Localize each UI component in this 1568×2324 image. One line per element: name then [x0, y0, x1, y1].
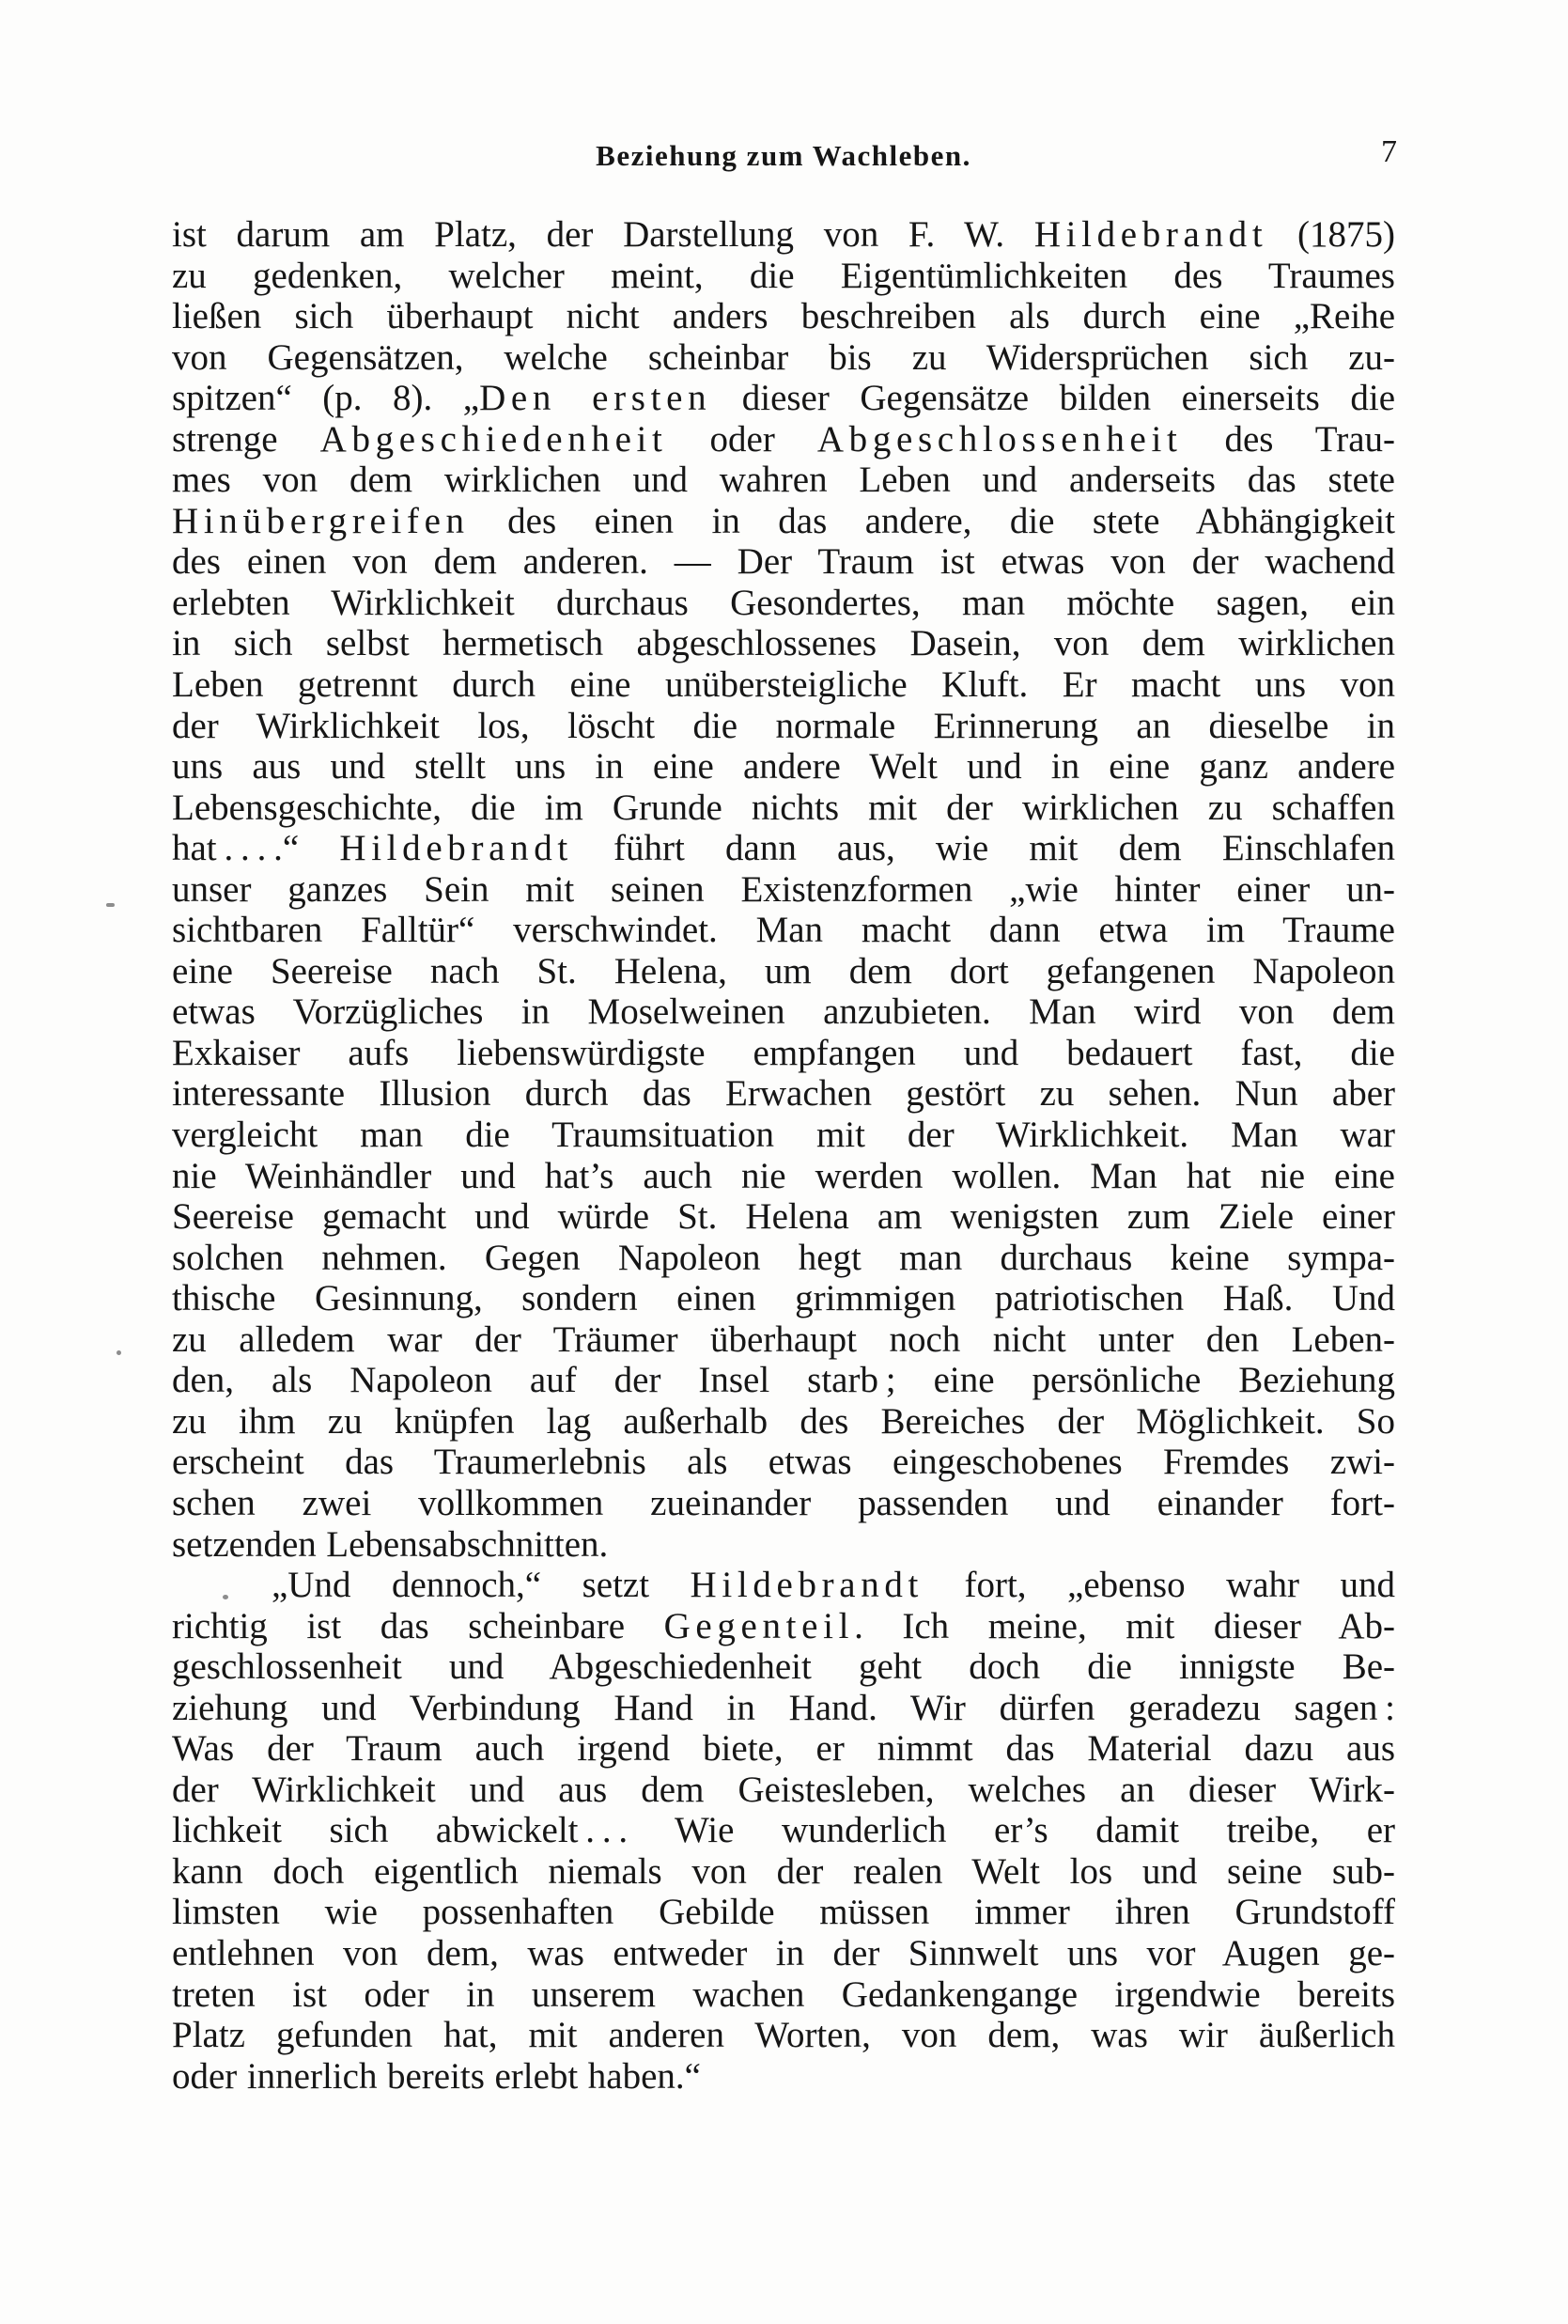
text-line: [172, 1728, 1395, 1770]
text-segment: entlehnen von dem, was entweder in der Sinnwelt uns vor Augen ge-: [172, 1932, 1395, 1973]
paragraph: [172, 214, 1395, 1565]
text-segment: interessante Illusion durch das Erwachen gestört zu sehen. Nun aber: [172, 1073, 1395, 1115]
text-segment: . Ich meine, mit dieser Ab-: [854, 1605, 1395, 1646]
text-segment: führt dann aus, wie mit dem Einschlafen: [572, 828, 1396, 869]
text-line: [172, 910, 1395, 951]
scan-speck: [106, 903, 115, 907]
text-segment: „Und dennoch,“ setzt: [272, 1565, 691, 1606]
text-segment: Platz gefunden hat, mit anderen Worten, von dem, was wir äußerlich: [172, 2015, 1395, 2056]
text-segment: oder innerlich bereits erlebt haben.“: [172, 2055, 701, 2097]
text-line: [172, 991, 1395, 1033]
text-line: [172, 869, 1395, 911]
text-line: [172, 828, 1395, 869]
text-line: [172, 1073, 1395, 1115]
spaced-emphasis-text: Abgeschlossenheit: [816, 418, 1183, 460]
text-line: [172, 951, 1395, 992]
spaced-emphasis-text: Hinübergreifen: [172, 500, 470, 541]
text-segment: des Trau-: [1182, 418, 1395, 460]
text-segment: Seereise gemacht und würde St. Helena am wenigsten zum Ziele einer: [172, 1196, 1395, 1238]
text-segment: uns aus und stellt uns in eine andere Welt und in eine ganz andere: [172, 746, 1395, 788]
text-line: [172, 1974, 1395, 2016]
text-line: [172, 2015, 1395, 2056]
text-segment: etwas Vorzügliches in Moselweinen anzubieten. Man wird von dem: [172, 991, 1395, 1033]
text-line: [172, 1892, 1395, 1933]
text-segment: thische Gesinnung, sondern einen grimmigen patriotischen Haß. Und: [172, 1278, 1395, 1319]
text-line: [172, 1401, 1395, 1443]
text-segment: solchen nehmen. Gegen Napoleon hegt man durchaus keine sympa-: [172, 1237, 1395, 1278]
text-line: [172, 460, 1395, 501]
text-segment: setzenden Lebensabschnitten.: [172, 1523, 609, 1565]
text-segment: limsten wie possenhaften Gebilde müssen immer ihren Grundstoff: [172, 1892, 1395, 1933]
text-segment: hat . . . .“: [172, 828, 340, 869]
text-segment: spitzen“ (p. 8). „: [172, 378, 480, 419]
text-segment: Was der Traum auch irgend biete, er nimmt das Material dazu aus: [172, 1728, 1395, 1770]
text-segment: nie Weinhändler und hat’s auch nie werden wollen. Man hat nie eine: [172, 1155, 1395, 1196]
text-line: [172, 214, 1395, 256]
scan-speck: [116, 1350, 121, 1355]
text-line: [172, 1319, 1395, 1361]
text-line: [172, 1565, 1395, 1606]
text-segment: richtig ist das scheinbare: [172, 1605, 664, 1646]
spaced-emphasis-text: Den ersten: [479, 378, 712, 419]
text-segment: geschlossenheit und Abgeschiedenheit geht doch die innigste Be-: [172, 1646, 1395, 1688]
text-line: [172, 1238, 1395, 1279]
text-segment: in sich selbst hermetisch abgeschlossenes Dasein, von dem wirklichen: [172, 623, 1395, 664]
text-line: [172, 788, 1395, 829]
text-segment: kann doch eigentlich niemals von der realen Welt los und seine sub-: [172, 1850, 1395, 1892]
text-line: [172, 1360, 1395, 1401]
text-segment: eine Seereise nach St. Helena, um dem dort gefangenen Napoleon: [172, 950, 1395, 991]
text-line: [172, 1606, 1395, 1647]
text-line: [172, 706, 1395, 747]
text-line: [172, 1278, 1395, 1319]
spaced-emphasis-text: Hildebrandt: [690, 1565, 924, 1606]
text-segment: oder: [667, 418, 817, 460]
text-line: [172, 623, 1395, 664]
text-line: [172, 1442, 1395, 1483]
text-segment: dieser Gegensätze bilden einerseits die: [711, 378, 1395, 419]
text-line: [172, 1483, 1395, 1524]
paragraph: [172, 1565, 1395, 2097]
text-line: [172, 1810, 1395, 1851]
text-segment: den, als Napoleon auf der Insel starb ; eine persönliche Beziehung: [172, 1360, 1395, 1401]
text-segment: sichtbaren Falltür“ verschwindet. Man macht dann etwa im Traume: [172, 910, 1395, 951]
text-segment: von Gegensätzen, welche scheinbar bis zu Widersprüchen sich zu-: [172, 336, 1395, 378]
text-segment: zu ihm zu knüpfen lag außerhalb des Bereiches der Möglichkeit. So: [172, 1400, 1395, 1442]
text-segment: zu gedenken, welcher meint, die Eigentümlichkeiten des Traumes: [172, 255, 1395, 296]
running-header: [172, 134, 1397, 179]
text-segment: Exkaiser aufs liebenswürdigste empfangen und bedauert fast, die: [172, 1032, 1395, 1073]
text-segment: ist darum am Platz, der Darstellung von F. W.: [172, 214, 1034, 255]
header-title: Beziehung zum Wachleben.: [596, 139, 971, 172]
spaced-emphasis-text: Hildebrandt: [1033, 214, 1268, 255]
text-line: [172, 1115, 1395, 1156]
text-line: [172, 541, 1395, 583]
text-segment: mes von dem wirklichen und wahren Leben und anderseits das stete: [172, 460, 1395, 501]
text-segment: (1875): [1267, 214, 1395, 255]
text-line: [172, 1770, 1395, 1811]
text-line: [172, 378, 1395, 419]
text-line: [172, 664, 1395, 706]
text-segment: fort, „ebenso wahr und: [924, 1565, 1396, 1606]
text-line: [172, 419, 1395, 460]
text-segment: Leben getrennt durch eine unübersteigliche Kluft. Er macht uns von: [172, 664, 1395, 706]
text-line: [172, 256, 1395, 297]
text-segment: erscheint das Traumerlebnis als etwas eingeschobenes Fremdes zwi-: [172, 1442, 1395, 1483]
text-segment: schen zwei vollkommen zueinander passenden und einander fort-: [172, 1482, 1395, 1523]
page-number: 7: [1381, 134, 1397, 169]
text-segment: unser ganzes Sein mit seinen Existenzformen „wie hinter einer un-: [172, 868, 1395, 910]
text-segment: erlebten Wirklichkeit durchaus Gesondertes, man möchte sagen, ein: [172, 582, 1395, 623]
text-line: [172, 1646, 1395, 1688]
text-line: [172, 337, 1395, 379]
text-block: [172, 214, 1395, 2097]
scan-speck: [223, 1595, 228, 1599]
text-line: [172, 501, 1395, 542]
text-segment: treten ist oder in unserem wachen Gedankengange irgendwie bereits: [172, 1973, 1395, 2015]
text-segment: der Wirklichkeit und aus dem Geistesleben, welches an dieser Wirk-: [172, 1769, 1395, 1810]
text-line: [172, 1688, 1395, 1729]
text-line: [172, 296, 1395, 337]
text-line: [172, 1524, 1395, 1566]
text-segment: Lebensgeschichte, die im Grunde nichts mit der wirklichen zu schaffen: [172, 787, 1395, 828]
text-segment: strenge: [172, 418, 320, 460]
text-segment: zu alledem war der Träumer überhaupt noch nicht unter den Leben-: [172, 1318, 1395, 1360]
text-line: [172, 1851, 1395, 1893]
text-line: [172, 1933, 1395, 1974]
text-line: [172, 746, 1395, 788]
spaced-emphasis-text: Hildebrandt: [339, 828, 573, 869]
spaced-emphasis-text: Gegenteil: [663, 1605, 855, 1646]
text-line: [172, 1156, 1395, 1197]
text-segment: vergleicht man die Traumsituation mit der Wirklichkeit. Man war: [172, 1115, 1395, 1156]
text-segment: ziehung und Verbindung Hand in Hand. Wir dürfen geradezu sagen :: [172, 1687, 1395, 1728]
text-segment: ließen sich überhaupt nicht anders beschreiben als durch eine „Reihe: [172, 296, 1395, 337]
text-segment: des einen in das andere, die stete Abhängigkeit: [469, 500, 1395, 541]
text-segment: der Wirklichkeit los, löscht die normale Erinnerung an dieselbe in: [172, 705, 1395, 746]
text-line: [172, 1033, 1395, 1074]
text-line: [172, 583, 1395, 624]
text-line: [172, 2056, 1395, 2098]
text-segment: lichkeit sich abwickelt . . . Wie wunderlich er’s damit treibe, er: [172, 1810, 1395, 1851]
spaced-emphasis-text: Abgeschiedenheit: [319, 418, 668, 460]
text-line: [172, 1196, 1395, 1238]
text-segment: des einen von dem anderen. — Der Traum ist etwas von der wachend: [172, 541, 1395, 583]
